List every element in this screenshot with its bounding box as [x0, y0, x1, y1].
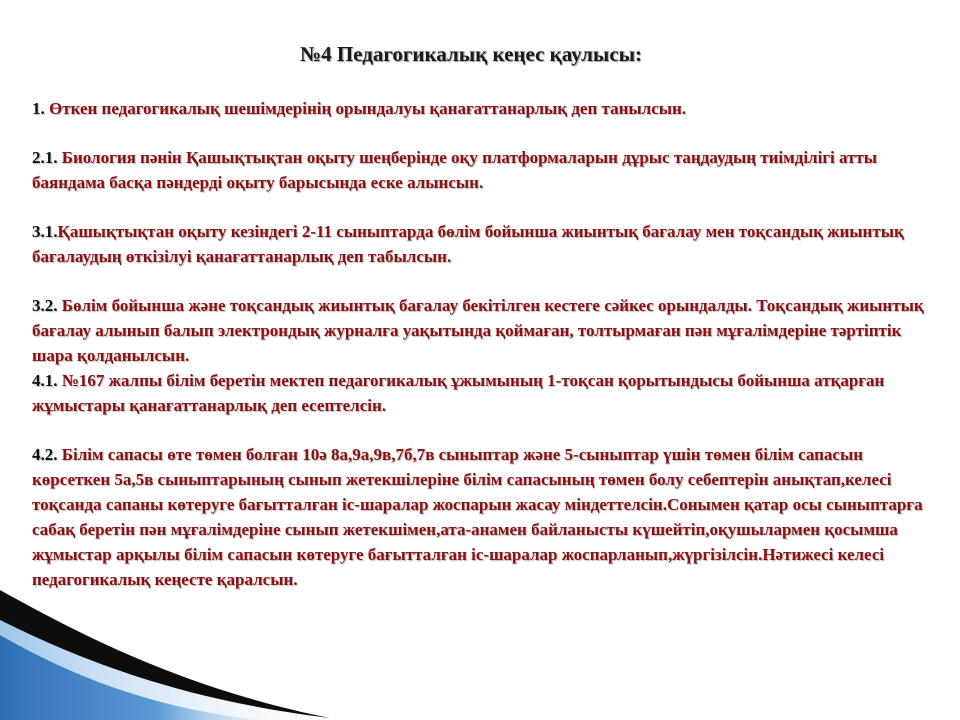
item-number: 3.2. [32, 296, 58, 315]
resolution-item-3-1 [32, 219, 932, 269]
item-text: Қашықтықтан оқыту кезіндегі 2-11 сыныптарда бөлім бойынша жиынтық бағалау мен тоқсандық жиынтық бағалаудың өткізілуі қанағаттанарлық деп табылсын. [32, 222, 904, 266]
item-text: Өткен педагогикалық шешімдерінің орындалуы қанағаттанарлық деп танылсын. [44, 99, 687, 118]
resolution-item-1 [32, 96, 932, 121]
item-text: Биология пәнін Қашықтықтан оқыту шеңберінде оқу платформаларын дұрыс таңдаудың тиімділігі атты баяндама басқа пәндерді оқыту барысында еске алынсын. [32, 148, 878, 192]
item-number: 4.1. [32, 371, 58, 390]
item-text: Білім сапасы өте төмен болған 10ә 8а,9а,9в,7б,7в сыныптар және 5-сыныптар үшін төмен білім сапасын көрсеткен 5а,5в сыныптарының сынып жетекшілеріне білім сапасының төмен болу себептерін анықтап,келесі тоқсанда сапаны көтеруге бағытталған іс-шаралар жоспарын жасау міндеттелсін.Сонымен қатар осы сыныптарға сабақ беретін пән мұғалімдеріне сынып жетекшімен,ата-анамен байланысты күшейтіп,оқушылармен қосымша жұмыстар арқылы білім сапасын көтеруге бағытталған іс-шаралар жоспарланып,жүргізілсін.Нәтижесі келесі педагогикалық кеңесте қаралсын. [32, 445, 923, 589]
item-number: 4.2. [32, 445, 58, 464]
item-number: 1. [32, 99, 45, 118]
item-text: Бөлім бойынша және тоқсандық жиынтық бағалау бекітілген кестеге сәйкес орындалды. Тоқсандық жиынтық бағалау алынып балып электрондық журналға уақытында қоймаған, толтырмаған пән мұғалімдеріне тәртіптік шара қолданылсын. [32, 296, 924, 365]
slide-title: №4 Педагогикалық кеңес қаулысы: [300, 42, 643, 66]
item-number: 3.1. [32, 222, 58, 241]
item-text: №167 жалпы білім беретін мектеп педагогикалық ұжымының 1-тоқсан қорытындысы бойынша атқарған жұмыстары қанағаттанарлық деп есептелсін. [32, 371, 885, 415]
resolution-item-4-1 [32, 368, 932, 418]
resolution-list [32, 96, 932, 592]
resolution-item-3-2 [32, 293, 932, 368]
corner-swoosh-decoration [0, 590, 340, 720]
resolution-item-2-1 [32, 145, 932, 195]
item-number: 2.1. [32, 148, 58, 167]
resolution-item-4-2 [32, 442, 932, 592]
